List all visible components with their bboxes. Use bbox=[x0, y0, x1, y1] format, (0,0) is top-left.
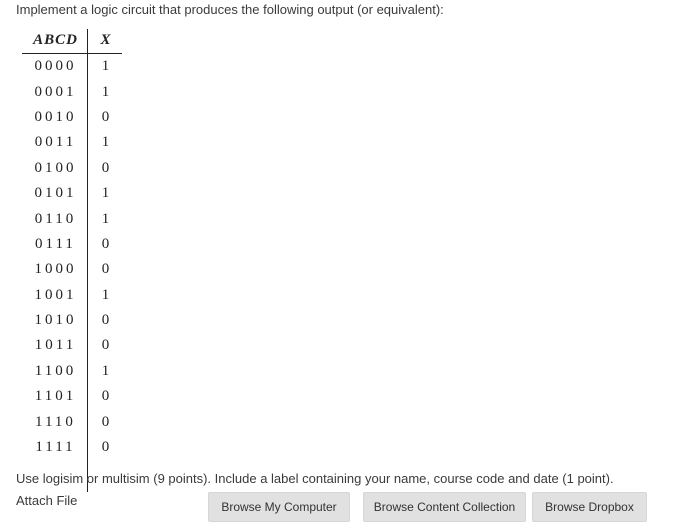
input-values-cell: 0110 bbox=[34, 210, 77, 227]
truth-table-row bbox=[22, 105, 122, 130]
input-column-header: ABCD bbox=[33, 32, 78, 48]
input-values-cell: 1100 bbox=[34, 362, 77, 379]
output-value-cell: 0 bbox=[101, 439, 110, 456]
browse-content-collection-button[interactable]: Browse Content Collection bbox=[363, 492, 526, 522]
truth-table-row bbox=[22, 156, 122, 181]
input-values-cell: 1000 bbox=[34, 261, 77, 278]
attach-file-label: Attach File bbox=[16, 493, 78, 508]
output-value-cell: 1 bbox=[101, 58, 110, 75]
output-value-cell: 1 bbox=[101, 185, 110, 202]
input-values-cell: 1110 bbox=[35, 413, 76, 430]
output-value-cell: 1 bbox=[101, 83, 110, 100]
truth-table-header bbox=[22, 28, 122, 54]
output-value-cell: 1 bbox=[101, 134, 110, 151]
output-value-cell: 1 bbox=[101, 362, 110, 379]
truth-table-body bbox=[22, 54, 122, 460]
truth-table bbox=[22, 28, 122, 460]
output-value-cell: 0 bbox=[101, 337, 110, 354]
truth-table-row bbox=[22, 54, 122, 79]
truth-table-row bbox=[22, 384, 122, 409]
question-prompt: Implement a logic circuit that produces the following output (or equivalent): bbox=[16, 2, 444, 17]
truth-table-row bbox=[22, 206, 122, 231]
output-value-cell: 0 bbox=[101, 159, 110, 176]
input-values-cell: 0010 bbox=[34, 108, 77, 125]
truth-table-row bbox=[22, 232, 122, 257]
truth-table-row bbox=[22, 79, 122, 104]
output-value-cell: 0 bbox=[101, 388, 110, 405]
output-value-cell: 0 bbox=[101, 413, 110, 430]
truth-table-row bbox=[22, 257, 122, 282]
truth-table-row bbox=[22, 435, 122, 460]
truth-table-row bbox=[22, 181, 122, 206]
truth-table-row bbox=[22, 333, 122, 358]
output-value-cell: 0 bbox=[101, 312, 110, 329]
input-values-cell: 0101 bbox=[34, 185, 77, 202]
input-values-cell: 1101 bbox=[34, 388, 77, 405]
input-values-cell: 1010 bbox=[34, 312, 77, 329]
truth-table-row bbox=[22, 130, 122, 155]
input-values-cell: 0111 bbox=[35, 235, 76, 252]
truth-table-row bbox=[22, 409, 122, 434]
input-values-cell: 0000 bbox=[34, 58, 77, 75]
truth-table-row bbox=[22, 359, 122, 384]
instructions-text: Use logisim or multisim (9 points). Include a label containing your name, course code and date (1 point). bbox=[16, 471, 614, 486]
output-value-cell: 0 bbox=[101, 261, 110, 278]
input-values-cell: 0100 bbox=[34, 159, 77, 176]
browse-dropbox-button[interactable]: Browse Dropbox bbox=[532, 492, 647, 522]
input-values-cell: 1111 bbox=[35, 439, 76, 456]
output-value-cell: 1 bbox=[101, 286, 110, 303]
output-value-cell: 0 bbox=[101, 108, 110, 125]
truth-table-row bbox=[22, 283, 122, 308]
output-value-cell: 1 bbox=[101, 210, 110, 227]
column-divider bbox=[87, 29, 88, 492]
input-values-cell: 0011 bbox=[34, 134, 77, 151]
browse-my-computer-button[interactable]: Browse My Computer bbox=[208, 492, 350, 522]
input-values-cell: 1011 bbox=[34, 337, 77, 354]
output-column-header: X bbox=[100, 32, 112, 48]
input-values-cell: 1001 bbox=[34, 286, 77, 303]
truth-table-row bbox=[22, 308, 122, 333]
input-values-cell: 0001 bbox=[34, 83, 77, 100]
output-value-cell: 0 bbox=[101, 235, 110, 252]
